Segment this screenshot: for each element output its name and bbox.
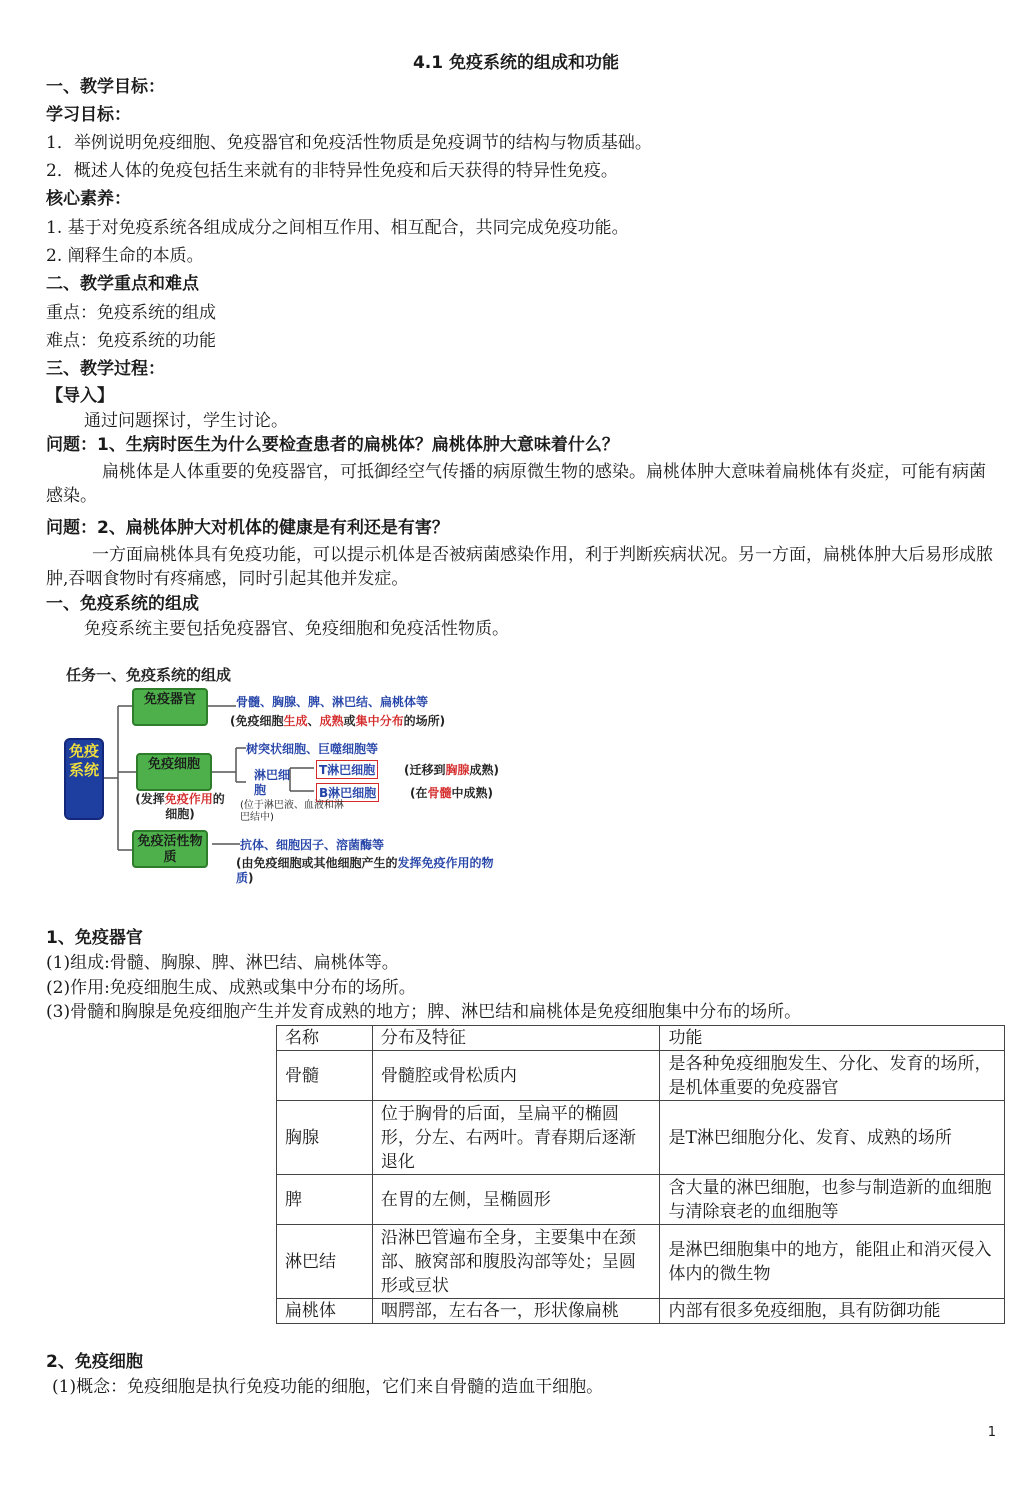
table-row (277, 1299, 1005, 1324)
table-cell: 脾 (277, 1175, 373, 1225)
b-cell-note: (在骨髓中成熟) (410, 786, 494, 800)
table-header-row (277, 1026, 1005, 1051)
subheading: 2、免疫细胞 (46, 1352, 143, 1372)
table-cell: 淋巴结 (277, 1225, 373, 1299)
table-cell: 内部有很多免疫细胞，具有防御功能 (660, 1299, 1005, 1324)
subheading: 1、免疫器官 (46, 928, 143, 948)
list-item: 2. 阐释生命的本质。 (46, 246, 204, 266)
table-header: 功能 (660, 1026, 1005, 1051)
t-cell-note: (迁移到胸腺成熟) (404, 763, 500, 777)
page-number: 1 (987, 1425, 996, 1440)
subheading: 核心素养： (46, 189, 131, 209)
paragraph: (3)骨髓和胸腺是免疫细胞产生并发育成熟的地方；脾、淋巴结和扁桃体是免疫细胞集中分布的场所。 (46, 1002, 802, 1022)
table-cell: 含大量的淋巴细胞，也参与制造新的血细胞与清除衰老的血细胞等 (660, 1175, 1005, 1225)
substance-note: (由免疫细胞或其他细胞产生的发挥免疫作用的物质) (236, 856, 494, 885)
table-cell: 咽腭部，左右各一，形状像扁桃 (372, 1299, 660, 1324)
paragraph: (1)概念：免疫细胞是执行免疫功能的细胞，它们来自骨髓的造血干细胞。 (52, 1377, 604, 1397)
table-cell: 在胃的左侧，呈椭圆形 (372, 1175, 660, 1225)
table-cell: 是T淋巴细胞分化、发育、成熟的场所 (660, 1101, 1005, 1175)
table-cell: 胸腺 (277, 1101, 373, 1175)
subheading: 学习目标： (46, 105, 131, 125)
page-title: 4.1 免疫系统的组成和功能 (412, 53, 620, 73)
subheading: 【导入】 (46, 386, 114, 406)
table-cell: 是淋巴细胞集中的地方，能阻止和消灭侵入体内的微生物 (660, 1225, 1005, 1299)
list-item: 2．概述人体的免疫包括生来就有的非特异性免疫和后天获得的特异性免疫。 (46, 161, 618, 181)
organ-table (276, 1025, 1005, 1324)
difficult-point: 难点：免疫系统的功能 (46, 331, 216, 351)
lymph-label: 淋巴细胞 (254, 768, 291, 797)
table-cell: 扁桃体 (277, 1299, 373, 1324)
table-header: 分布及特征 (372, 1026, 660, 1051)
organ-note: (免疫细胞生成、成熟或集中分布的场所) (230, 714, 446, 728)
paragraph: (2)作用:免疫细胞生成、成熟或集中分布的场所。 (46, 978, 416, 998)
table-cell: 位于胸骨的后面，呈扁平的椭圆形，分左、右两叶。青春期后逐渐退化 (372, 1101, 660, 1175)
paragraph: (1)组成:骨髓、胸腺、脾、淋巴结、扁桃体等。 (46, 953, 399, 973)
answer: 一方面扁桃体具有免疫功能，可以提示机体是否被病菌感染作用，利于判断疾病状况。另一方面，扁桃体肿大后易形成脓肿,吞咽食物时有疼痛感，同时引起其他并发症。 (46, 545, 993, 589)
b-cell-label: B淋巴细胞 (316, 783, 379, 802)
lymph-connector (290, 768, 314, 791)
section-heading: 三、教学过程： (46, 359, 165, 379)
answer: 扁桃体是人体重要的免疫器官，可抵御经空气传播的病原微生物的感染。扁桃体肿大意味着扁桃体有炎症，可能有病菌感染。 (46, 462, 986, 506)
list-item: 1. 基于对免疫系统各组成成分之间相互作用、相互配合，共同完成免疫功能。 (46, 218, 629, 238)
table-cell: 沿淋巴管遍布全身，主要集中在颈部、腋窝部和腹股沟部等处；呈圆形或豆状 (372, 1225, 660, 1299)
root-box: 免疫系统 (64, 738, 104, 820)
section-heading: 二、教学重点和难点 (46, 274, 199, 294)
diagram-title: 任务一、免疫系统的组成 (66, 666, 232, 684)
table-cell: 是各种免疫细胞发生、分化、发育的场所，是机体重要的免疫器官 (660, 1051, 1005, 1101)
immune-system-diagram (60, 660, 580, 900)
question: 问题：2、扁桃体肿大对机体的健康是有利还是有害？ (46, 518, 449, 538)
organ-list: 骨髓、胸腺、脾、淋巴结、扁桃体等 (236, 695, 429, 709)
table-row (277, 1101, 1005, 1175)
paragraph: 通过问题探讨，学生讨论。 (84, 411, 288, 431)
organ-box: 免疫器官 (132, 688, 208, 726)
section-heading: 一、免疫系统的组成 (46, 594, 199, 614)
table-row (277, 1175, 1005, 1225)
table-row (277, 1225, 1005, 1299)
t-cell-label: T淋巴细胞 (316, 760, 378, 779)
question: 问题：1、生病时医生为什么要检查患者的扁桃体？扁桃体肿大意味着什么？ (46, 435, 619, 455)
substance-box: 免疫活性物质 (132, 830, 208, 868)
table-row (277, 1051, 1005, 1101)
substance-list: 抗体、细胞因子、溶菌酶等 (240, 838, 385, 852)
cell-note: (发挥免疫作用的细胞) (135, 792, 225, 821)
root-bracket (104, 706, 136, 850)
lymph-note: (位于淋巴液、血液和淋巴结中) (240, 800, 344, 823)
table-header: 名称 (277, 1026, 373, 1051)
list-item: 1．举例说明免疫细胞、免疫器官和免疫活性物质是免疫调节的结构与物质基础。 (46, 133, 652, 153)
table-cell: 骨髓腔或骨松质内 (372, 1051, 660, 1101)
key-point: 重点：免疫系统的组成 (46, 303, 216, 323)
cell-box: 免疫细胞 (136, 753, 212, 791)
section-heading: 一、教学目标： (46, 77, 165, 97)
cell-connector (212, 748, 246, 782)
paragraph: 免疫系统主要包括免疫器官、免疫细胞和免疫活性物质。 (84, 619, 509, 639)
table-cell: 骨髓 (277, 1051, 373, 1101)
cell-list: 树突状细胞、巨噬细胞等 (246, 742, 379, 756)
